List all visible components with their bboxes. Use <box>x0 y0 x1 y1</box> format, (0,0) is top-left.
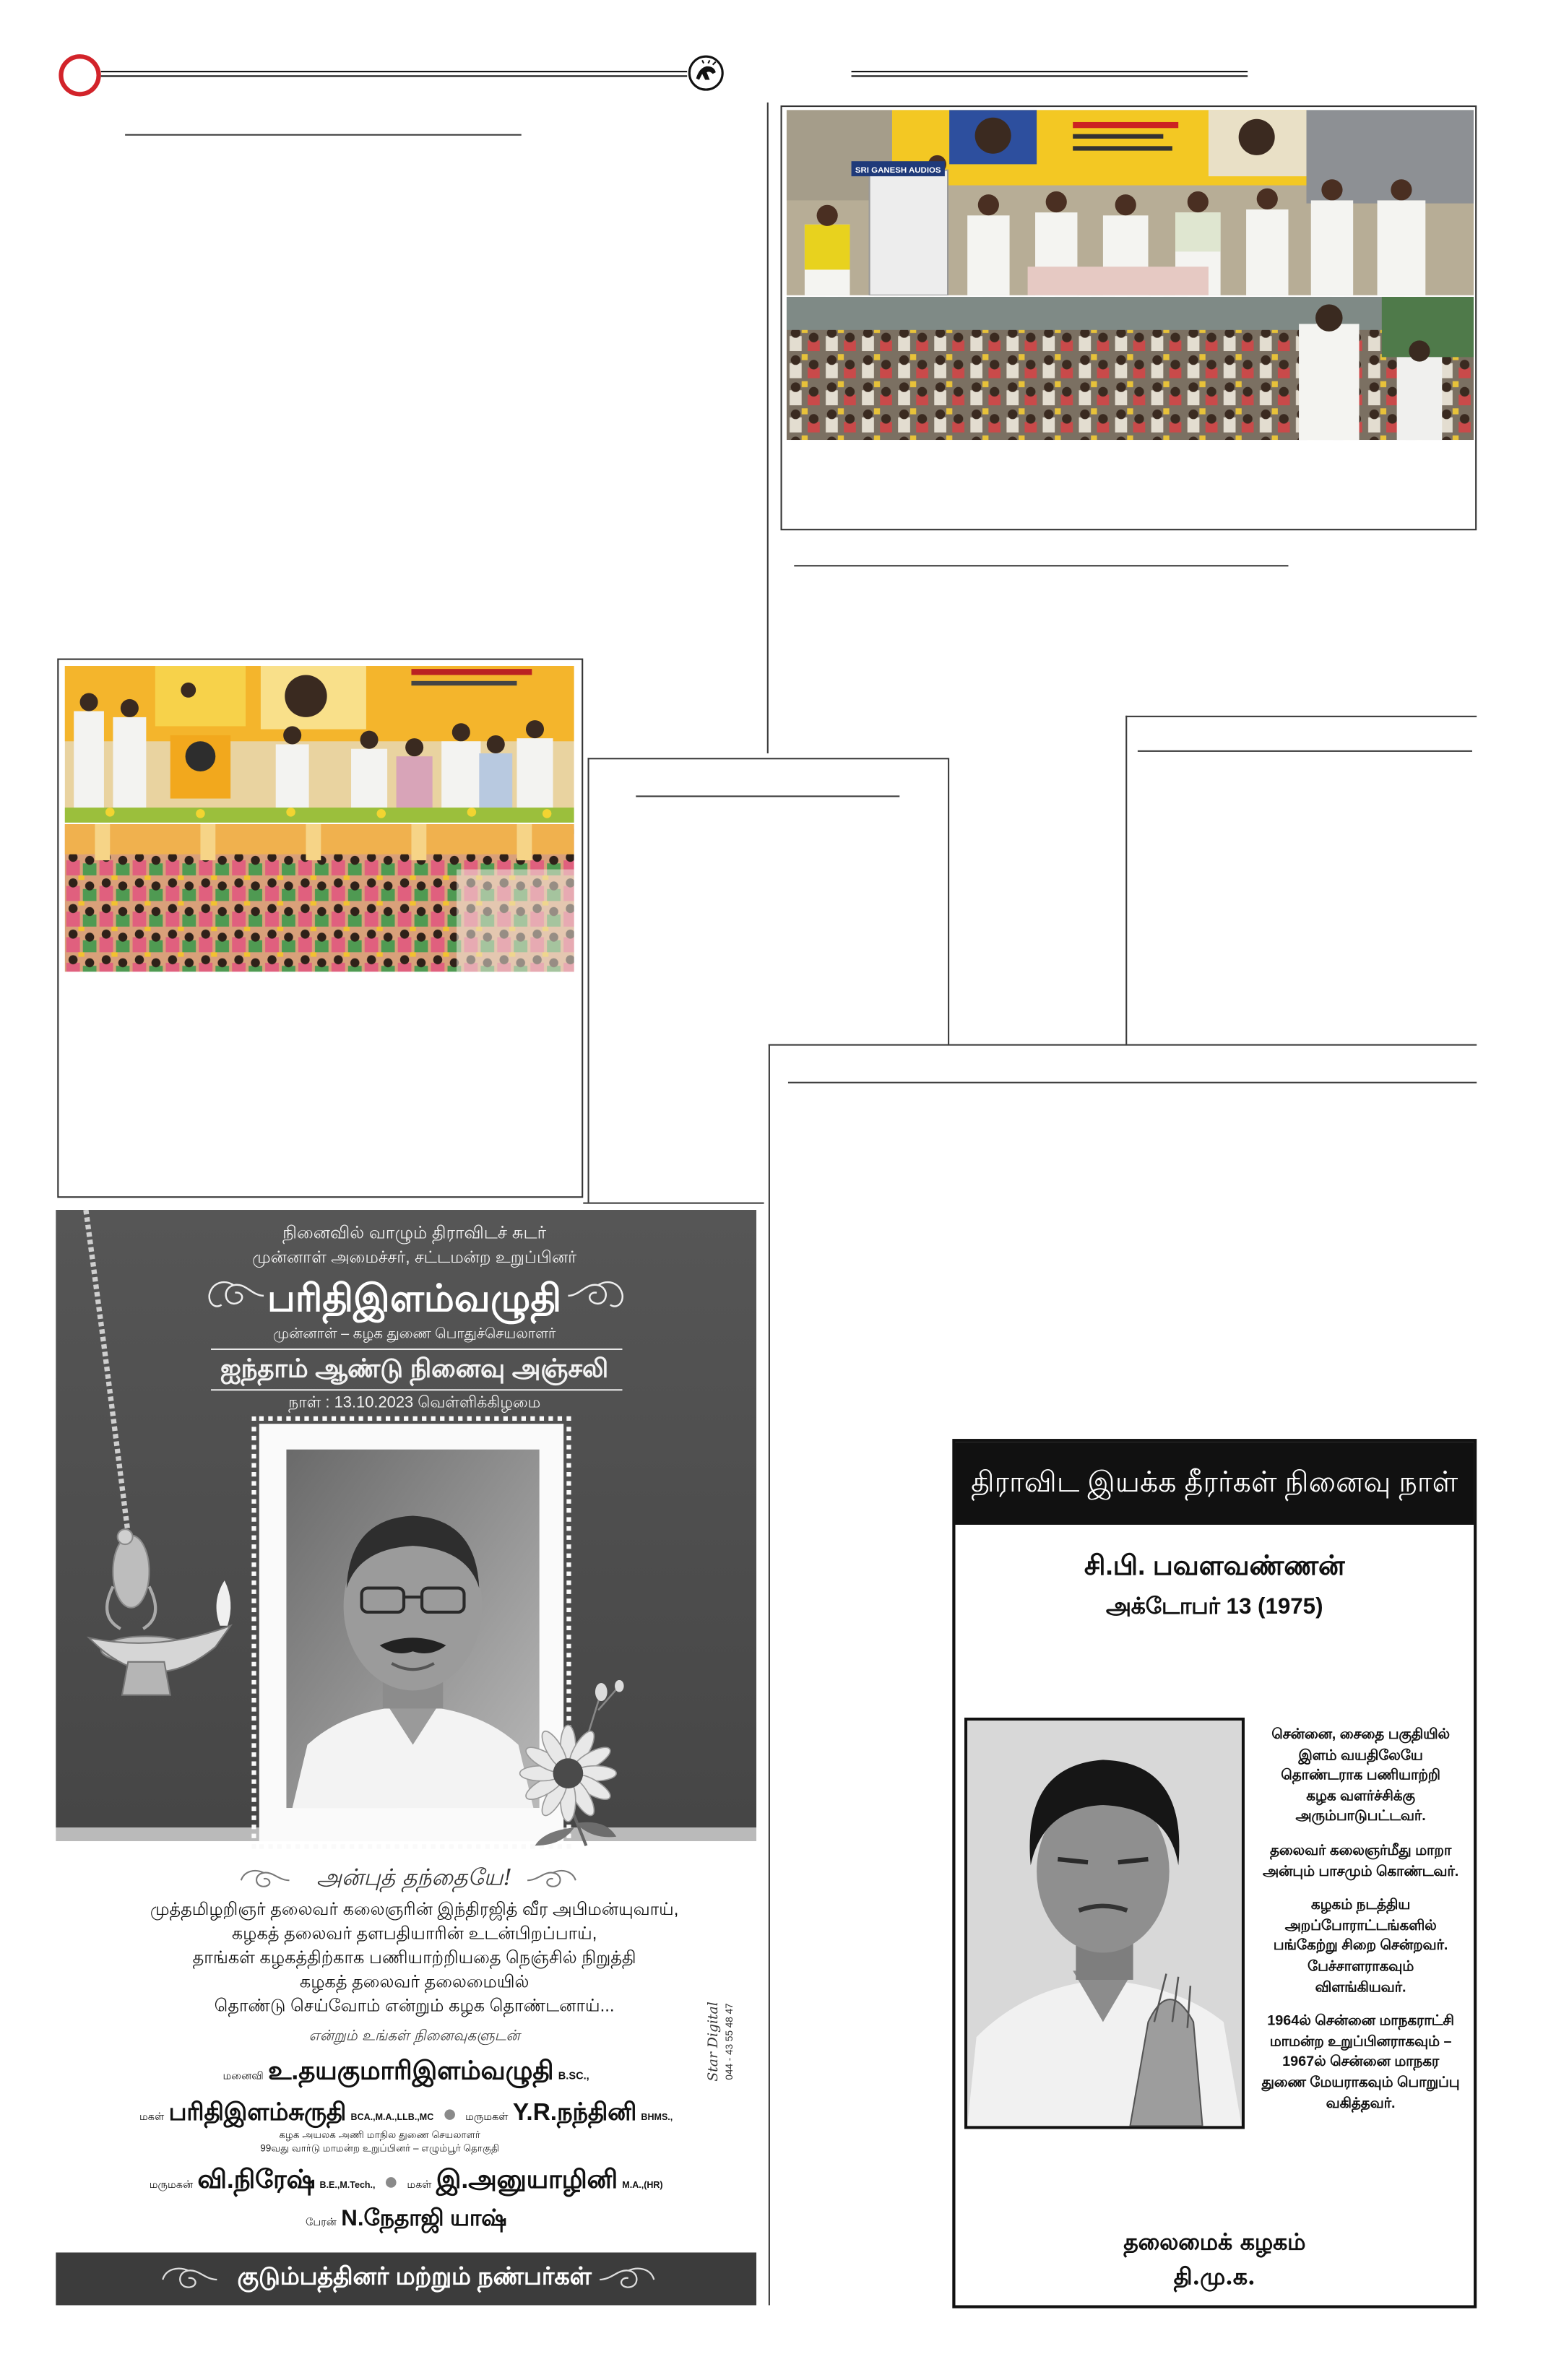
swirl-ornament-icon <box>565 1276 625 1315</box>
notice-party: தி.மு.க. <box>1173 2263 1255 2290</box>
relation-label: மகள் <box>139 2112 165 2124</box>
family-member-name: N.நேதாஜி யாஷ் <box>341 2205 507 2232</box>
ad-designation: முன்னாள் அமைச்சர், சட்டமன்ற உறுப்பினர் <box>252 1249 577 1268</box>
message-line: முத்தமிழறிஞர் தலைவர் கலைஞரின் இந்திரஜித் வீர அபிமன்யுவாய், <box>150 1901 679 1920</box>
family-row-grandson <box>86 2206 727 2235</box>
family-member-degree: B.SC., <box>558 2072 589 2082</box>
separator-dot <box>386 2176 397 2187</box>
studio-phone: 044 - 43 55 48 47 <box>725 2003 735 2080</box>
headline-rule <box>794 565 1288 566</box>
bio-paragraph <box>1250 2012 1471 2114</box>
sunflower-icon <box>493 1680 631 1849</box>
event-photo-crowd <box>65 824 574 972</box>
column-rule <box>769 1044 770 2306</box>
family-member-degree: BHMS., <box>641 2113 673 2124</box>
ad-tagline: நினைவில் வாழும் திராவிடச் சுடர் <box>282 1224 547 1243</box>
notice-signatory: தலைமைக் கழகம் <box>1123 2228 1306 2256</box>
headline-rule <box>788 1082 1477 1083</box>
ad-message <box>116 1898 713 2019</box>
article-frame-top <box>1125 716 1477 717</box>
notice-header: திராவிட இயக்க தீரர்கள் நினைவு நாள் <box>955 1442 1474 1525</box>
bio-line: 1967ல் சென்னை மாநகர <box>1282 2054 1440 2071</box>
relation-label: பேரன் <box>306 2217 337 2229</box>
bio-line: துணை மேயராகவும் பொறுப்பு <box>1261 2074 1460 2092</box>
family-posts <box>176 2129 583 2156</box>
swirl-ornament-icon <box>598 2266 655 2293</box>
event-photo-stage <box>787 110 1474 295</box>
ad-salutation: அன்புத் தந்தையே! <box>316 1864 513 1891</box>
bio-line: அரும்பாடுபட்டவர். <box>1295 1808 1426 1825</box>
family-member-name: Y.R.நந்தினி <box>512 2100 637 2126</box>
swirl-ornament-icon <box>526 1869 577 1892</box>
header-rule-right <box>852 71 1248 77</box>
headline-rule <box>636 795 899 797</box>
ad-date-line: நாள் : 13.10.2023 வெள்ளிக்கிழமை <box>288 1393 541 1412</box>
article-frame-right <box>948 758 949 1044</box>
circle-logo-icon <box>59 54 100 96</box>
bio-line: அன்பும் பாசமும் கொண்டவர். <box>1262 1863 1459 1880</box>
article-frame-left <box>1125 716 1127 1044</box>
ad-former-post: முன்னாள் – கழக துணை பொதுச்செயலாளர் <box>272 1325 556 1343</box>
article-frame-top <box>588 758 948 759</box>
family-member-name: உ.தயகுமாரிஇளம்வழுதி <box>268 2056 554 2085</box>
lectern-sign: SRI GANESH AUDIOS <box>855 165 941 175</box>
notice-bio <box>1250 1725 1471 2127</box>
bio-line: விளங்கியவர். <box>1315 1978 1406 1996</box>
bio-line: கழகம் நடத்திய <box>1310 1897 1411 1914</box>
article-frame-top <box>769 1044 1477 1046</box>
notice-portrait <box>964 1718 1245 2129</box>
studio-name: Star Digital <box>706 2002 722 2082</box>
relation-label: மகள் <box>407 2180 432 2191</box>
message-line: கழகத் தலைவர் தலைமையில் <box>299 1973 530 1992</box>
party-emblem-icon <box>687 54 725 92</box>
post-line: கழக அயலக அணி மாநில துணை செயலாளர் <box>279 2130 480 2142</box>
family-member-degree: BCA.,M.A.,LLB.,MC <box>350 2113 434 2124</box>
bio-paragraph <box>1250 1725 1471 1827</box>
message-line: தொண்டு செய்வோம் என்றும் கழக தொண்டனாய்... <box>214 1997 615 2016</box>
bio-line: கழக வளர்ச்சிக்கு <box>1306 1788 1415 1805</box>
family-member-name: வி.நிரேஷ் <box>197 2165 316 2194</box>
notice-date: அக்டோபர் 13 (1975) <box>1105 1593 1323 1620</box>
bio-line: சென்னை, சைதை பகுதியில் <box>1271 1726 1450 1744</box>
memorial-notice-right <box>952 1439 1477 2308</box>
ad-footer-text: குடும்பத்தினர் மற்றும் நண்பர்கள் <box>237 2264 592 2290</box>
relation-label: மருமகள் <box>465 2112 509 2124</box>
bio-paragraph <box>1250 1895 1471 1998</box>
family-row-children <box>86 2099 727 2129</box>
family-member-name: பரிதிஇளம்சுருதி <box>168 2100 347 2126</box>
family-member-name: இ.அனுயாழினி <box>436 2165 618 2194</box>
studio-credit <box>706 1981 743 2102</box>
message-line: தாங்கள் கழகத்திற்காக பணியாற்றியதை நெஞ்சில் நிறுத்தி <box>192 1950 636 1968</box>
headline-rule <box>125 134 522 136</box>
notice-name: சி.பி. பவளவண்ணன் <box>1084 1550 1345 1581</box>
column-rule <box>767 103 769 753</box>
section-rule <box>583 1203 764 1204</box>
bio-line: பங்கேற்று சிறை சென்றவர். <box>1273 1938 1448 1955</box>
ad-sign-off: என்றும் உங்கள் நினைவுகளுடன் <box>308 2028 520 2045</box>
message-line: கழகத் தலைவர் தளபதியாரின் உடன்பிறப்பாய், <box>231 1925 597 1944</box>
event-photo-crowd <box>787 297 1474 440</box>
family-row-wife <box>86 2056 727 2090</box>
event-photo-stage <box>65 666 574 823</box>
family-member-degree: M.A.,(HR) <box>622 2181 663 2191</box>
bio-line: தொண்டராக பணியாற்றி <box>1281 1767 1440 1785</box>
bio-paragraph <box>1250 1841 1471 1882</box>
bio-line: 1964ல் சென்னை மாநகராட்சி <box>1267 2013 1454 2030</box>
ad-rule <box>211 1349 622 1350</box>
relation-label: மருமகன் <box>149 2180 194 2191</box>
bio-line: அறப்போராட்டங்களில் <box>1284 1917 1437 1934</box>
separator-dot <box>444 2108 455 2119</box>
header-rule-left <box>101 71 687 77</box>
relation-label: மனைவி <box>222 2072 264 2082</box>
family-member-degree: B.E.,M.Tech., <box>319 2181 376 2191</box>
ad-honoree-name: பரிதிஇளம்வழுதி <box>267 1277 562 1320</box>
post-line: 99வது வார்டு மாமன்ற உறுப்பினர் – எழும்பூர் தொகுதி <box>260 2144 500 2155</box>
bio-line: வகித்தவர். <box>1326 2095 1396 2112</box>
headline-rule <box>1138 750 1472 752</box>
bio-line: மாமன்ற உறுப்பினராகவும் – <box>1269 2033 1452 2051</box>
bio-line: இளம் வயதிலேயே <box>1298 1747 1423 1764</box>
family-row-inlaws <box>86 2165 727 2198</box>
ad-occasion: ஐந்தாம் ஆண்டு நினைவு அஞ்சலி <box>220 1354 609 1383</box>
bio-line: பேச்சாளராகவும் <box>1308 1958 1414 1976</box>
article-frame-left <box>588 758 589 1202</box>
memorial-ad-left <box>56 1210 756 2305</box>
bio-line: தலைவர் கலைஞர்மீது மாறா <box>1269 1843 1452 1859</box>
ad-rule <box>211 1389 622 1390</box>
